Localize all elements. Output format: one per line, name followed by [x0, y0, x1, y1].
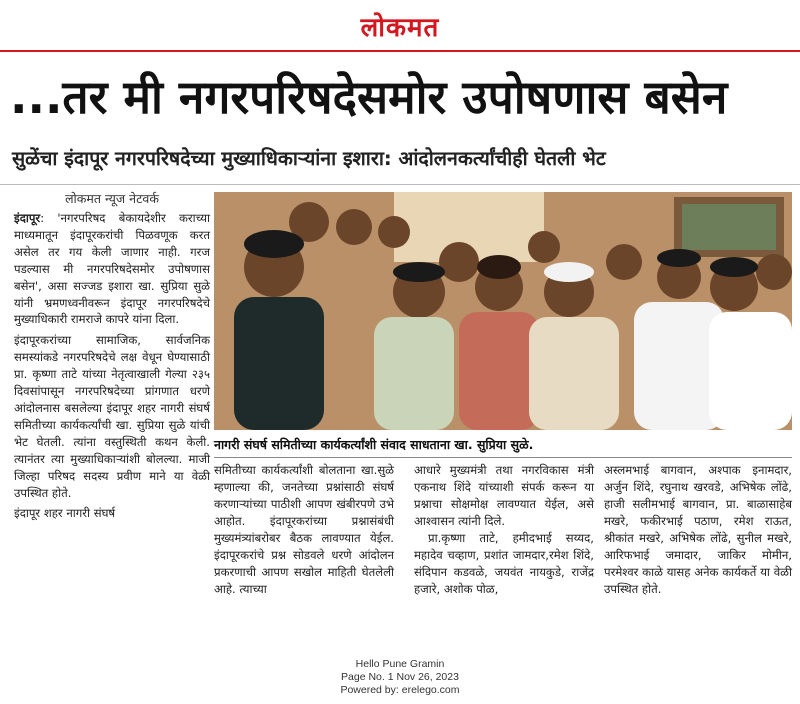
masthead: [0, 0, 800, 50]
article-column-4: अस्लमभाई बागवान, अश्पाक इनामदार, अर्जुन शिंदे, रघुनाथ खरवडे, अभिषेक लोंढे, हाजी सलीमभाई बागवान, प्रा. बाळासाहेब मखरे, फकीरभाई पठाण, रमेश राऊत, श्रीकांत मखरे, अभिषेक लोंढे, सुनील मखरे, आरिफभाई जमादार, जाकिर मोमीन, परमेश्वर काळे यासह अनेक कार्यकर्ते या वेळी उपस्थित होते.: [604, 463, 792, 596]
caption-rule: [214, 457, 792, 458]
paragraph: इंदापूर शहर नागरी संघर्ष: [14, 506, 116, 521]
subheadline: सुळेंचा इंदापूर नगरपरिषदेच्या मुख्याधिकाऱ्यांना इशारा: आंदोलनकर्त्यांचीही घेतली भेट: [12, 147, 606, 170]
byline: लोकमत न्यूज नेटवर्क: [65, 191, 159, 206]
paragraph: [14, 210, 210, 328]
lokmat-logo: लोकमत: [360, 13, 440, 43]
page-date: Page No. 1 Nov 26, 2023: [341, 671, 459, 683]
news-photo: [214, 192, 792, 430]
powered-by: Powered by: erelego.com: [340, 684, 460, 696]
footer: [0, 658, 800, 697]
dateline: इंदापूर: [14, 211, 41, 225]
paragraph: आधारे मुख्यमंत्री तथा नगरविकास मंत्री एकनाथ शिंदे यांच्याशी संपर्क करून या प्रश्नाचा सोक्षमोक्ष लावण्यात येईल, असे आश्वासन त्यांनी दिले.: [414, 463, 594, 528]
masthead-rule: [0, 50, 800, 52]
paragraph-text: : 'नगरपरिषद बेकायदेशीर कराच्या माध्यमातून इंदापूरकरांची पिळवणूक करत असेल तर गय केली जाणार नाही. गरज पडल्यास मी नगरपरिषदेसमोर उपोषणास बसेन', असा सज्जड इशारा खा. सुप्रिया सुळे यांनी भ्रमणध्वनीवरून इंदापूर नगरपरिषदेचे मुख्याधिकारी रामराजे कापरे यांना दिला.: [14, 211, 210, 327]
crowd-photo-illustration: [214, 192, 792, 430]
paragraph: इंदापूरकरांच्या सामाजिक, सार्वजनिक समस्यांकडे नगरपरिषदेचे लक्ष वेधून घेण्यासाठी प्रा. कृष्णा ताटे यांच्या नेतृत्वाखाली गेल्या २३५ दिवसांपासून नगरपरिषदेच्या प्रांगणात धरणे आंदोलनास बसलेल्या इंदापूर शहर नागरी संघर्ष समितीच्या कार्यकर्त्यांची खा. सुप्रिया सुळे यांची भेट घेतली. त्यांना वस्तुस्थिती कथन केली. त्यानंतर त्या मुख्याधिकाऱ्यांशी बोलल्या. माजी जिल्हा परिषद सदस्य प्रवीण माने या वेळी उपस्थित होते.: [14, 333, 210, 500]
article-column-1: [14, 190, 210, 526]
article-column-2: समितीच्या कार्यकर्त्यांशी बोलताना खा.सुळे म्हणाल्या की, जनतेच्या प्रश्नांसाठी संघर्ष करणाऱ्यांच्या पाठीशी आपण खंबीरपणे उभे आहोत. इंदापूरकरांच्या प्रश्नासंबंधी मुख्यमंत्र्यांबरोबर बैठक लावण्यात येईल. इंदापूरकरांचे प्रश्न सोडवले धरणे आंदोलन प्रकरणाची आपण सखोल माहिती घेतलेली आहे. त्याच्या: [214, 463, 394, 596]
headline: ...तर मी नगरपरिषदेसमोर उपोषणास बसेन: [10, 70, 728, 124]
edition-name: Hello Pune Gramin: [355, 658, 445, 670]
divider: [0, 184, 800, 185]
article-column-3: [414, 462, 594, 598]
paragraph: प्रा.कृष्णा ताटे, हमीदभाई सय्यद, महादेव चव्हाण, प्रशांत जामदार,रमेश शिंदे, संदिपान कडवळे, जयवंत नायकुडे, राजेंद्र हजारे, अशोक पोळ,: [414, 531, 594, 596]
photo-caption: नागरी संघर्ष समितीच्या कार्यकर्त्यांशी संवाद साधताना खा. सुप्रिया सुळे.: [214, 437, 534, 452]
